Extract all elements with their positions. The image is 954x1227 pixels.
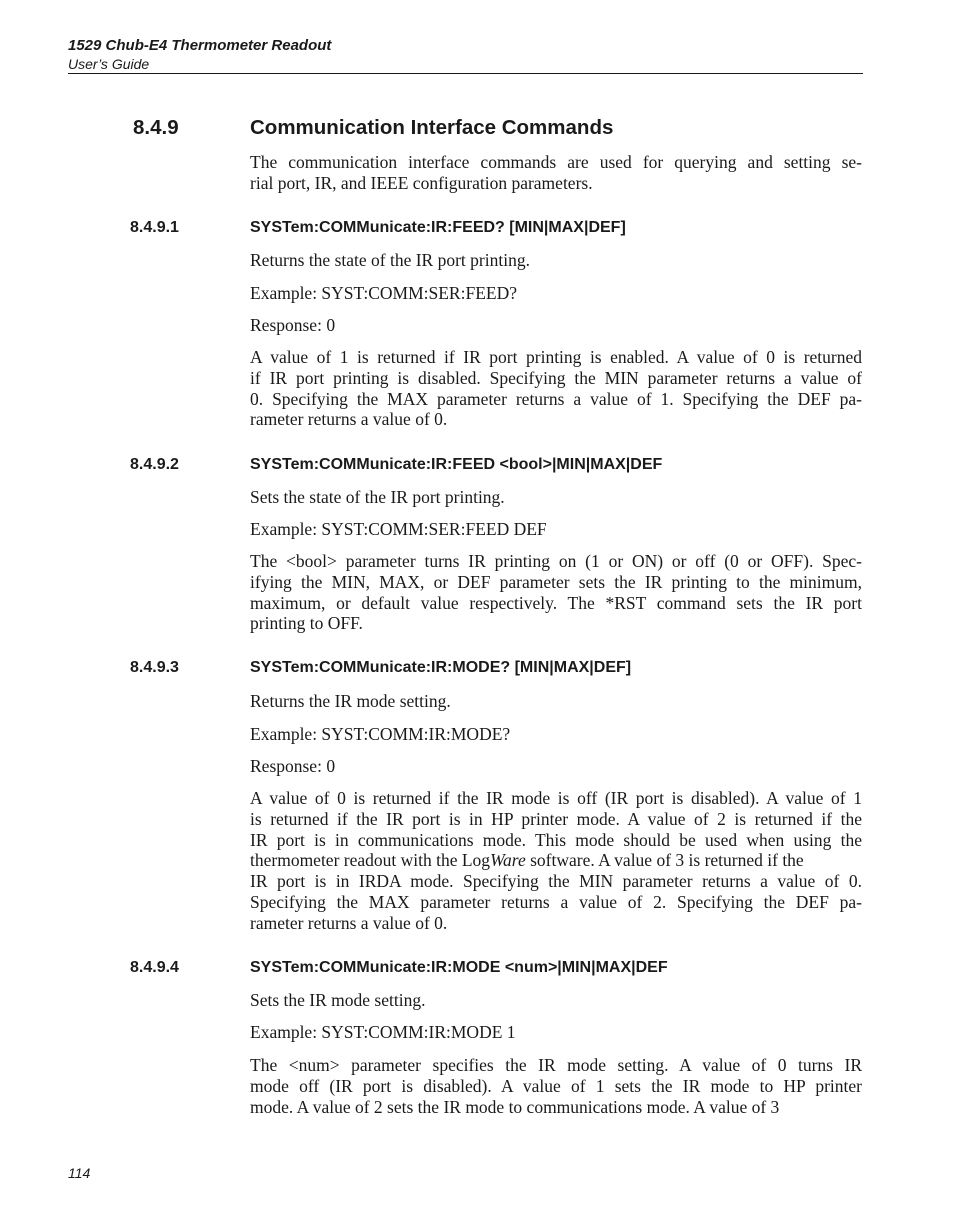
subsection-response: Response: 0 [250,756,336,776]
detail-line: mode off (IR port is disabled). A value of 1 sets the IR mode to HP printer [250,1075,862,1096]
detail-line: ifying the MIN, MAX, or DEF parameter sets the IR printing to the minimum, [250,571,862,592]
detail-line [250,850,862,871]
subsection-number: 8.4.9.1 [130,219,179,236]
subsection-example: Example: SYST:COMM:SER:FEED? [250,283,517,303]
subsection-number: 8.4.9.2 [130,456,179,473]
subsection-detail [250,347,862,430]
subsection-detail [250,788,862,934]
detail-line: IR port is in IRDA mode. Specifying the MIN parameter returns a value of 0. [250,871,862,892]
section-intro-line: The communication interface commands are used for querying and setting se- [250,152,862,172]
detail-line: A value of 0 is returned if the IR mode is off (IR port is disabled). A value of 1 [250,788,862,808]
subsection-title: SYSTem:COMMunicate:IR:MODE? [MIN|MAX|DEF] [250,659,632,676]
detail-line: Specifying the MAX parameter returns a value of 2. Specifying the DEF pa- [250,891,862,912]
subsection-number: 8.4.9.3 [130,659,179,676]
section-intro-line: rial port, IR, and IEEE configuration parameters. [250,172,593,193]
subsection-detail [250,551,862,634]
subsection-response: Response: 0 [250,315,336,335]
detail-line-italic: Ware [490,850,526,871]
subsection-example: Example: SYST:COMM:IR:MODE? [250,724,511,744]
subsection-title: SYSTem:COMMunicate:IR:MODE <num>|MIN|MAX|DEF [250,959,668,976]
detail-line: The <num> parameter specifies the IR mode setting. A value of 0 turns IR [250,1055,862,1075]
detail-line: 0. Specifying the MAX parameter returns a value of 1. Specifying the DEF pa- [250,388,862,409]
subsection-description: Sets the IR mode setting. [250,990,426,1010]
subsection-example: Example: SYST:COMM:IR:MODE 1 [250,1022,516,1042]
page-number: 114 [68,1165,91,1181]
detail-line-tail: software. A value of 3 is returned if the [525,850,804,871]
subsection-title: SYSTem:COMMunicate:IR:FEED <bool>|MIN|MAX|DEF [250,456,663,473]
header-rule [68,73,863,74]
subsection-title: SYSTem:COMMunicate:IR:FEED? [MIN|MAX|DEF] [250,219,626,236]
detail-line: maximum, or default value respectively. The *RST command sets the IR port [250,592,862,613]
section-intro [250,152,862,194]
subsection-description: Returns the IR mode setting. [250,691,451,711]
header-title: 1529 Chub-E4 Thermometer Readout [68,37,332,54]
section-title: Communication Interface Commands [250,116,614,139]
subsection-detail [250,1055,862,1117]
section-number: 8.4.9 [133,116,179,139]
subsection-description: Sets the state of the IR port printing. [250,487,505,507]
detail-line: if IR port printing is disabled. Specifying the MIN parameter returns a value of [250,367,862,388]
page-header [68,36,863,72]
detail-line: mode. A value of 2 sets the IR mode to communications mode. A value of 3 [250,1096,780,1117]
detail-line: The <bool> parameter turns IR printing on (1 or ON) or off (0 or OFF). Spec- [250,551,862,571]
subsection-description: Returns the state of the IR port printing. [250,250,530,270]
detail-line: is returned if the IR port is in HP printer mode. A value of 2 is returned if the [250,808,862,829]
detail-line: A value of 1 is returned if IR port printing is enabled. A value of 0 is returned [250,347,862,367]
detail-line: rameter returns a value of 0. [250,409,448,430]
subsection-example: Example: SYST:COMM:SER:FEED DEF [250,519,547,539]
subsection-number: 8.4.9.4 [130,959,179,976]
header-subtitle: User’s Guide [68,56,150,72]
detail-line: printing to OFF. [250,613,363,634]
detail-line: rameter returns a value of 0. [250,912,448,933]
detail-line: IR port is in communications mode. This mode should be used when using the [250,829,862,850]
detail-line-start: thermometer readout with the Log [250,850,491,871]
